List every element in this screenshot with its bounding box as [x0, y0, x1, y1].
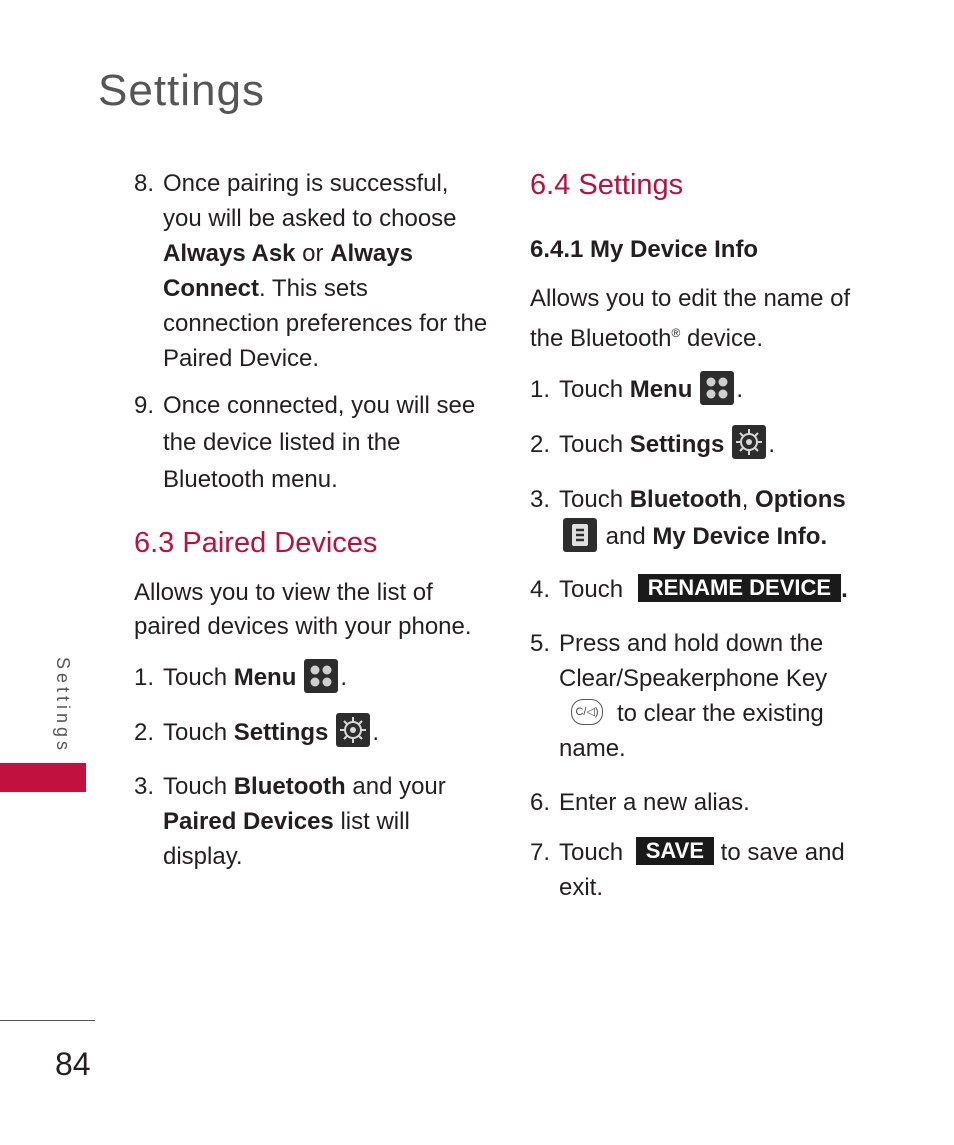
step-text: Once connected, you will see the device listed in the Bluetooth menu.	[163, 392, 476, 493]
step-number: 3.	[530, 486, 551, 514]
device-step-7	[530, 835, 890, 905]
rename-device-softkey: RENAME DEVICE	[638, 574, 841, 602]
step-text: Touch	[559, 486, 630, 514]
step-text: Once pairing is successful, you will be asked to choose	[163, 170, 457, 232]
left-column	[134, 166, 489, 874]
separator: ,	[741, 486, 756, 514]
step-text: Touch	[163, 664, 234, 691]
device-step-3	[530, 481, 890, 555]
step-text: to clear the existing name.	[559, 700, 824, 763]
step-text: to save and exit.	[559, 839, 845, 902]
my-device-info-label: My Device Info.	[652, 523, 828, 551]
section-intro	[530, 282, 890, 356]
clear-key-icon: C/◁)	[571, 699, 603, 725]
step-number: 4.	[530, 576, 551, 604]
option-always-connect: Always Connect	[163, 240, 413, 302]
step-text: Enter a new alias.	[559, 789, 750, 817]
step-text: Touch	[163, 718, 234, 746]
step-number: 8.	[134, 170, 155, 197]
footer-rule	[0, 1020, 95, 1021]
step-text: Touch	[163, 773, 234, 801]
device-step-1	[530, 372, 890, 408]
paired-step-1	[134, 660, 489, 696]
step-number: 6.	[530, 789, 551, 817]
settings-icon	[336, 713, 370, 747]
step-text: list will display.	[163, 808, 410, 871]
step-9	[134, 387, 489, 498]
page-number: 84	[55, 1046, 91, 1082]
menu-icon	[304, 659, 338, 693]
step-text: . This sets connection preferences for the Paired Device.	[163, 275, 488, 372]
section-heading-paired-devices: 6.3 Paired Devices	[134, 527, 378, 559]
side-tab-marker	[0, 763, 86, 792]
step-end: .	[768, 430, 776, 458]
step-text: Touch	[559, 376, 630, 403]
side-section-label: Settings	[53, 657, 73, 755]
intro-text: device.	[680, 325, 764, 352]
device-step-5	[530, 626, 890, 766]
step-text: Touch	[559, 576, 630, 604]
step-end: .	[372, 718, 380, 746]
settings-label: Settings	[629, 430, 725, 458]
paired-devices-label: Paired Devices	[163, 808, 334, 836]
settings-label: Settings	[233, 718, 329, 746]
bluetooth-label: Bluetooth	[629, 486, 742, 514]
device-step-6	[530, 785, 890, 820]
step-number: 7.	[530, 839, 551, 867]
device-step-2	[530, 427, 890, 463]
step-text: and your	[345, 773, 446, 801]
step-number: 1.	[134, 664, 155, 691]
step-text: or	[295, 240, 331, 267]
menu-label: Menu	[233, 664, 297, 691]
options-icon	[563, 518, 597, 552]
device-step-4	[530, 572, 890, 607]
registered-mark: ®	[671, 326, 681, 340]
right-column	[530, 166, 890, 905]
menu-icon	[700, 371, 734, 405]
paired-step-3	[134, 769, 489, 874]
paired-step-2	[134, 715, 489, 751]
step-end: .	[841, 576, 848, 604]
step-number: 3.	[134, 773, 155, 801]
bluetooth-label: Bluetooth	[233, 773, 346, 801]
save-softkey: SAVE	[636, 837, 714, 865]
subheading-my-device-info: 6.4.1 My Device Info	[530, 236, 759, 263]
options-label: Options	[755, 486, 846, 514]
step-number: 5.	[530, 630, 551, 658]
step-number: 1.	[530, 376, 551, 403]
menu-label: Menu	[629, 376, 693, 403]
section-heading-settings: 6.4 Settings	[530, 169, 684, 201]
step-number: 2.	[530, 430, 551, 458]
step-text: and	[599, 523, 653, 551]
settings-icon	[732, 425, 766, 459]
step-end: .	[340, 664, 348, 691]
section-intro: Allows you to view the list of paired devices with your phone.	[134, 579, 472, 640]
step-8	[134, 166, 489, 376]
intro-text: Allows you to edit the name of the Bluetooth	[530, 285, 851, 352]
page-title: Settings	[98, 66, 265, 115]
step-text: Touch	[559, 430, 630, 458]
step-number: 9.	[134, 392, 155, 419]
option-always-ask: Always Ask	[163, 240, 296, 267]
step-text: Touch	[559, 839, 630, 867]
step-number: 2.	[134, 718, 155, 746]
step-text: Press and hold down the Clear/Speakerphone Key	[559, 630, 828, 693]
step-end: .	[736, 376, 744, 403]
